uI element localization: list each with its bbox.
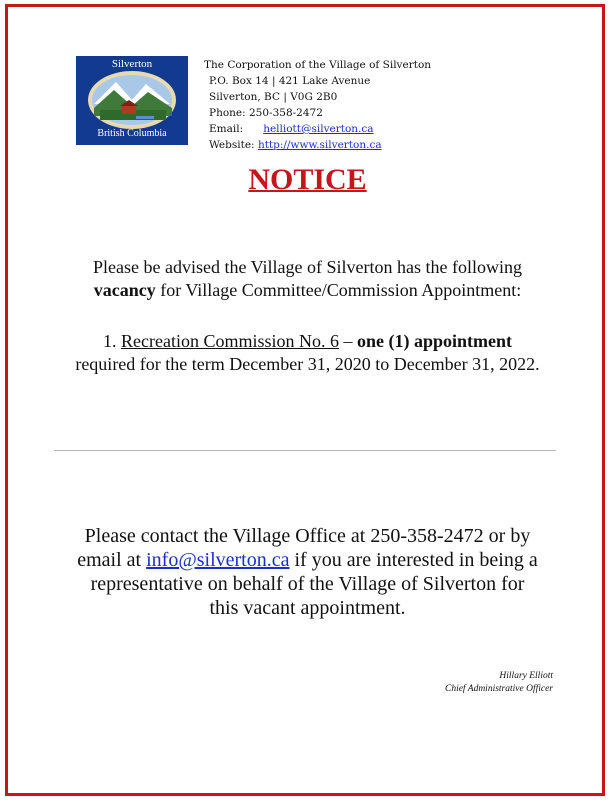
- email-suffix: if you are interested in being a: [289, 549, 538, 571]
- signature-name: Hillary Elliott: [499, 671, 553, 681]
- item-dash: –: [338, 331, 357, 351]
- vacancy-word: vacancy: [93, 280, 156, 300]
- contact-line-2: [0, 548, 615, 572]
- contact-line-1: Please contact the Village Office at 250-358-2472 or by: [84, 525, 531, 547]
- website-link[interactable]: http://www.silverton.ca: [257, 139, 382, 151]
- contact-line-3: representative on behalf of the Village of Silverton for: [90, 573, 525, 595]
- logo-bottom-text: British Columbia: [97, 128, 167, 139]
- email-line: [204, 121, 431, 137]
- intro-line-2-rest: for Village Committee/Commission Appointment:: [155, 280, 522, 300]
- vacancy-term: required for the term December 31, 2020 to December 31, 2022.: [75, 354, 540, 374]
- intro-line-1: Please be advised the Village of Silverton has the following: [93, 257, 522, 277]
- website-line: [204, 137, 431, 153]
- contact-block: [204, 57, 431, 153]
- intro-paragraph: [0, 256, 615, 302]
- signature-title: Chief Administrative Officer: [444, 684, 553, 694]
- email-link[interactable]: helliott@silverton.ca: [263, 123, 374, 135]
- item-count: one (1) appointment: [356, 331, 512, 351]
- address-line-1: P.O. Box 14 | 421 Lake Avenue: [209, 75, 371, 87]
- item-name: Recreation Commission No. 6: [121, 331, 339, 351]
- vacancy-item: [0, 330, 615, 376]
- logo-top-text: Silverton: [111, 58, 153, 70]
- silverton-logo: [76, 56, 188, 145]
- divider: [54, 450, 556, 451]
- notice-title: NOTICE: [248, 163, 367, 196]
- intro-line-2: [0, 279, 615, 302]
- email-label: Email:: [209, 123, 244, 135]
- website-label: Website:: [209, 139, 255, 151]
- org-name: The Corporation of the Village of Silverton: [204, 59, 432, 71]
- address-line-2: Silverton, BC | V0G 2B0: [209, 91, 338, 103]
- info-email-link[interactable]: info@silverton.ca: [146, 549, 290, 571]
- email-prefix: email at: [77, 549, 147, 571]
- contact-paragraph: [0, 524, 615, 620]
- vacancy-item-line-1: [0, 330, 615, 353]
- item-number: 1.: [103, 331, 121, 351]
- contact-line-4: this vacant appointment.: [209, 597, 406, 619]
- signature-block: [445, 670, 553, 696]
- phone-line: Phone: 250-358-2472: [209, 107, 323, 119]
